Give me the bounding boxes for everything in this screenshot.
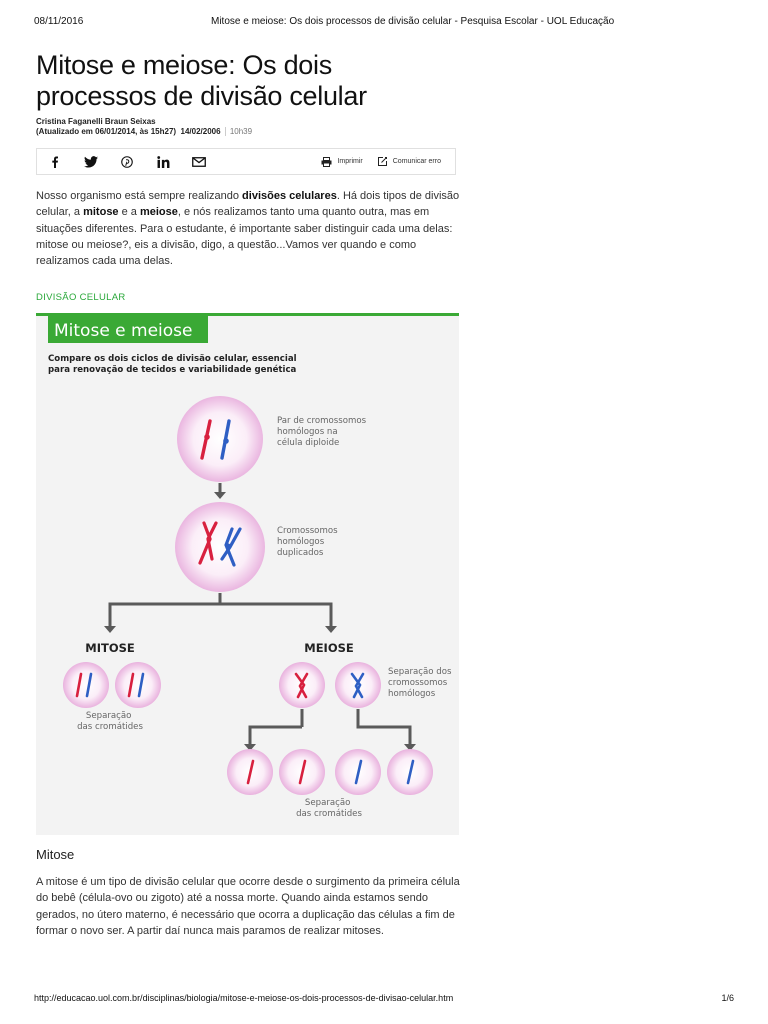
label-mitose-separation: Separação das cromátides [77,711,143,732]
mitose-label: MITOSE [85,641,135,655]
print-date: 08/11/2016 [34,16,84,27]
meiose-connectors [250,709,410,745]
publish-time: 10h39 [225,127,252,136]
publish-date: 14/02/2006 [180,127,221,136]
highlight-mitose: mitose [83,206,119,219]
report-error-label: Comunicar erro [392,158,441,165]
report-error-icon [377,156,388,167]
article-title: Mitose e meiose: Os dois processos de divisão celular [36,50,367,111]
page-number: 1/6 [721,993,734,1003]
infographic-title: Mitose e meiose [54,321,193,341]
updated-date: (Atualizado em 06/01/2014, às 15h27) [36,127,177,136]
duplicated-cell [175,502,265,592]
mitose-heading: Mitose [36,847,75,862]
pinterest-icon[interactable] [109,148,145,175]
arrow-down-1 [214,483,226,499]
report-error-button[interactable] [377,156,441,167]
arrow-head-meiose [325,626,337,633]
branch-connector [110,593,331,627]
mitose-cell-2 [115,662,161,708]
infographic-subtitle-2: para renovação de tecidos e variabilidade genética [48,365,297,375]
print-page-title: Mitose e meiose: Os dois processos de divisão celular - Pesquisa Escolar - UOL Educação [211,16,615,27]
infographic-top-rule [36,313,459,316]
meiose-label: MEIOSE [304,641,354,655]
infographic [36,313,459,835]
author-name: Cristina Faganelli Braun Seixas [36,117,156,126]
byline [36,117,252,137]
label-homologous-separation: Separação dos cromossomos homólogos [388,667,452,699]
section-label: DIVISÃO CELULAR [36,292,126,303]
label-diploid: Par de cromossomos homólogos na célula diploide [277,416,367,448]
highlight-meiose: meiose [139,206,178,219]
intro-paragraph: Nosso organismo está sempre realizando divisões celulares. Há dois tipos de divisão celular, a mitose e a meiose, e nós realizamos tanto uma quanto outra, mas em situações diferentes. Para o estudante, é importante saber distinguir cada uma delas: mitose ou meiose?, eis a divisão, digo, a questão...Vamos ver quando e como realizamos cada uma delas. [36,190,460,268]
label-meiose-separation: Separação das cromátides [296,798,362,819]
print-url: http://educacao.uol.com.br/disciplinas/biologia/mitose-e-meiose-os-dois-processos-de-divisao-celular.htm [34,993,454,1003]
arrow-head-mitose [104,626,116,633]
printer-icon [321,157,332,167]
email-icon[interactable] [181,148,217,175]
label-duplicated: Cromossomos homólogos duplicados [277,526,338,558]
twitter-icon[interactable] [73,148,109,175]
linkedin-icon[interactable] [145,148,181,175]
facebook-icon[interactable] [37,148,73,175]
diploid-cell [177,396,263,482]
mitose-cell-1 [63,662,109,708]
highlight-divisoes: divisões celulares [242,190,337,202]
mitose-paragraph: A mitose é um tipo de divisão celular que ocorre desde o surgimento da primeira célula do bebê (célula-ovo ou zigoto) até a nossa morte. Quando ainda estamos sendo gerados, no útero materno, é necessário que ocorra a duplicação das células a fim de formar o novo ser. A partir daí nunca mais paramos de realizar mitoses. [36,876,460,937]
print-button[interactable] [321,157,362,167]
print-label: Imprimir [337,158,363,165]
infographic-subtitle-1: Compare os dois ciclos de divisão celular, essencial [48,354,297,364]
share-bar [36,148,456,175]
